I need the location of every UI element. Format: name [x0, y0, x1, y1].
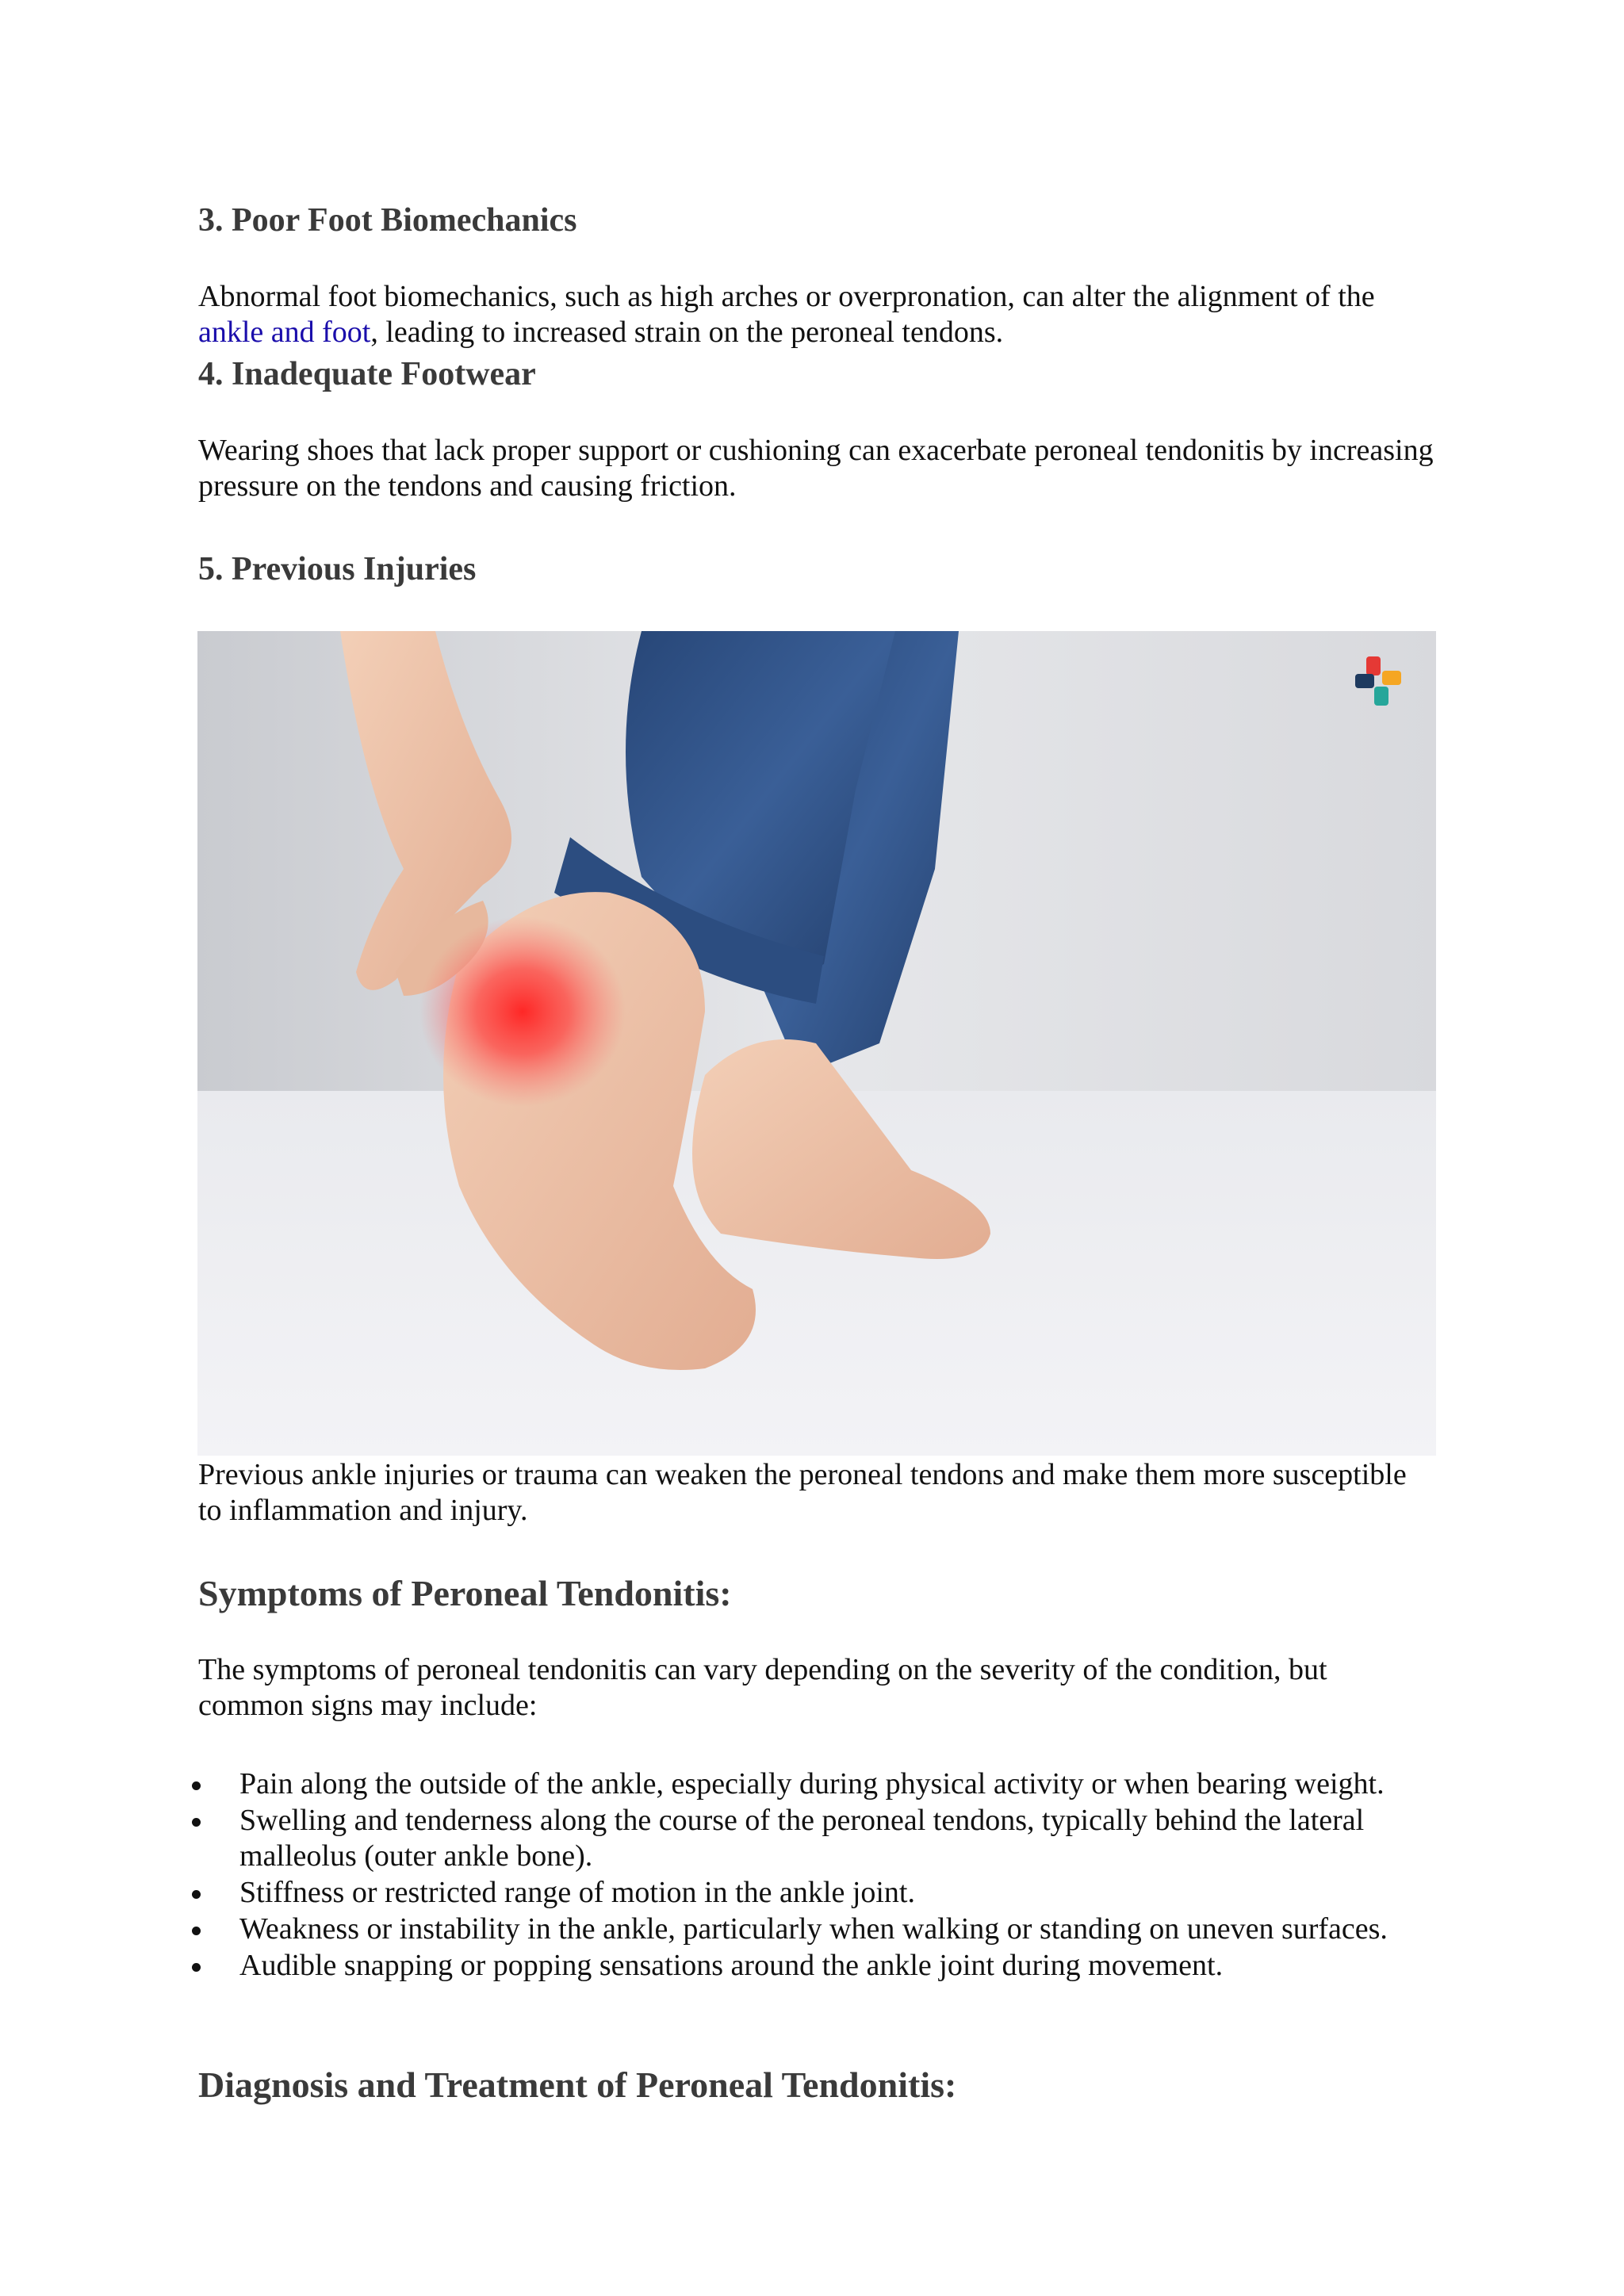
bullet-dot	[192, 1890, 201, 1899]
bullet-dot	[192, 1927, 201, 1935]
heading-symptoms: Symptoms of Peroneal Tendonitis:	[198, 1573, 732, 1613]
paragraph-text-before-link: Abnormal foot biomechanics, such as high arches or overpronation, can alter the alignment of the	[198, 280, 1375, 313]
heading-previous-injuries: 5. Previous Injuries	[198, 551, 477, 587]
paragraph-inadequate-footwear: Wearing shoes that lack proper support or cushioning can exacerbate peroneal tendonitis by increasing pressure on the tendons and causing friction.	[198, 434, 1434, 503]
ankle-pain-photo	[197, 631, 1436, 1456]
list-item-text: Swelling and tenderness along the course of the peroneal tendons, typically behind the lateral malleolus (outer ankle bone).	[239, 1804, 1365, 1873]
paragraph-poor-foot-biomechanics	[198, 279, 1435, 350]
heading-poor-foot-biomechanics: 3. Poor Foot Biomechanics	[198, 202, 577, 239]
symptoms-list	[198, 1766, 1435, 1984]
list-item-text: Audible snapping or popping sensations around the ankle joint during movement.	[239, 1949, 1224, 1982]
list-item-text: Stiffness or restricted range of motion in the ankle joint.	[239, 1876, 915, 1909]
bullet-dot	[192, 1781, 201, 1790]
link-ankle-and-foot[interactable]: ankle and foot	[198, 316, 371, 349]
list-item	[198, 1803, 1435, 1874]
paragraph-symptoms-intro: The symptoms of peroneal tendonitis can vary depending on the severity of the condition, but common signs may include:	[198, 1653, 1327, 1722]
bullet-dot	[192, 1963, 201, 1972]
list-item-text: Pain along the outside of the ankle, especially during physical activity or when bearing weight.	[239, 1767, 1385, 1800]
pain-highlight	[419, 916, 626, 1107]
bullet-dot	[192, 1818, 201, 1827]
list-item-text: Weakness or instability in the ankle, particularly when walking or standing on uneven surfaces.	[239, 1912, 1388, 1946]
list-item	[198, 1911, 1435, 1947]
paragraph-previous-injuries: Previous ankle injuries or trauma can weaken the peroneal tendons and make them more susceptible to inflammation and injury.	[198, 1458, 1407, 1527]
list-item	[198, 1948, 1435, 1984]
paragraph-text-after-link: , leading to increased strain on the peroneal tendons.	[370, 316, 1004, 349]
list-item	[198, 1875, 1435, 1911]
list-item	[198, 1766, 1435, 1802]
heading-diagnosis-treatment: Diagnosis and Treatment of Peroneal Tendonitis:	[198, 2064, 957, 2105]
heading-inadequate-footwear: 4. Inadequate Footwear	[198, 356, 536, 392]
